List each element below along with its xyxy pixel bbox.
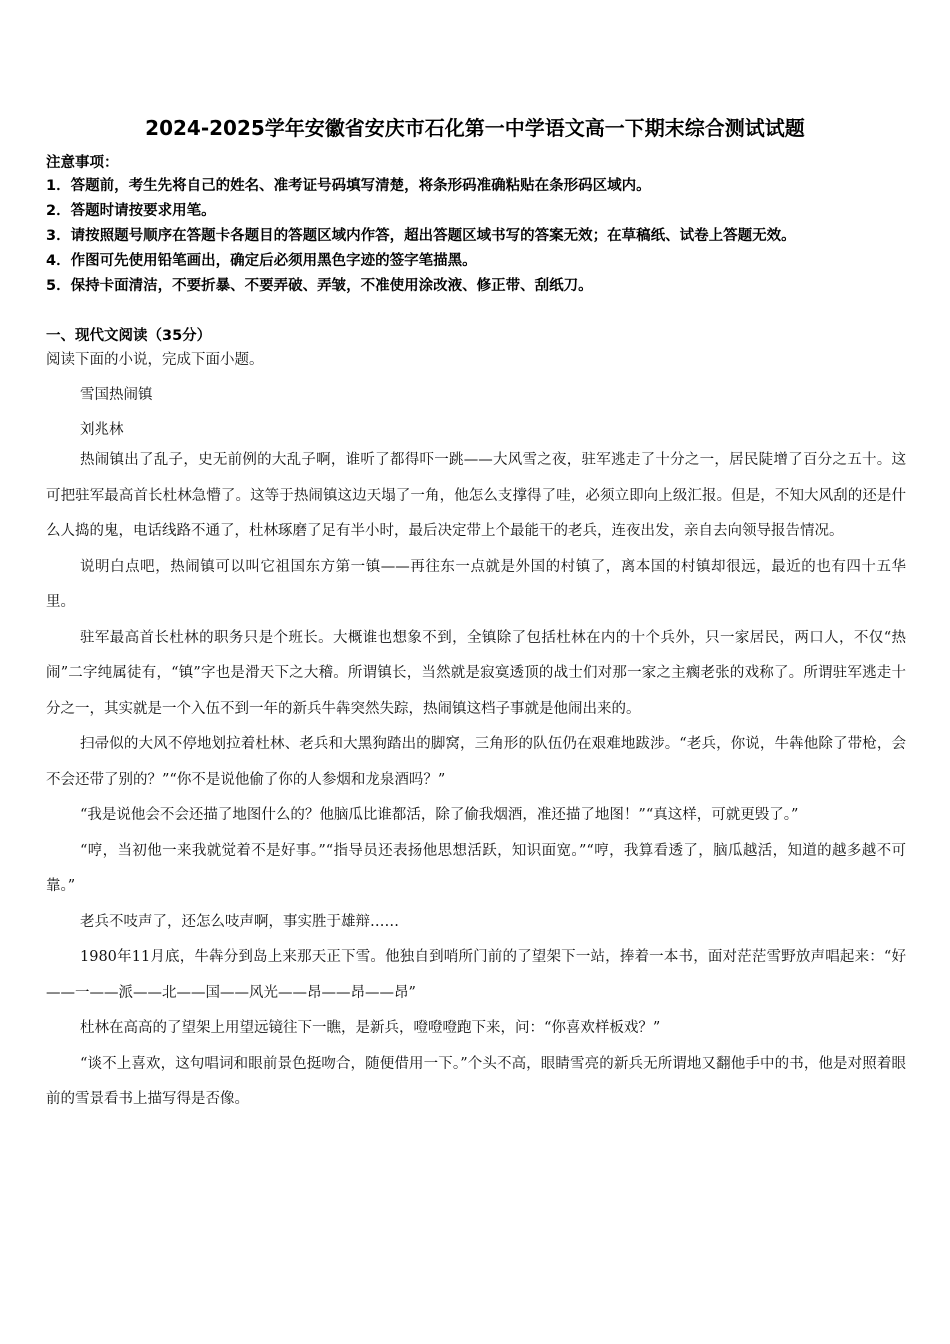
page-title: 2024-2025学年安徽省安庆市石化第一中学语文高一下期末综合测试试题	[145, 116, 805, 140]
story-paragraph: 1980年11月底，牛犇分到岛上来那天正下雪。他独自到哨所门前的了望架下一站，捧着一本书，面对茫茫雪野放声唱起来：“好——一——派——北——国——风光——昂——昂——昂”	[46, 949, 906, 1001]
story-paragraph: 老兵不吱声了，还怎么吱声啊，事实胜于雄辩……	[80, 913, 399, 930]
notice-item: 5．保持卡面清洁，不要折暴、不要弄破、弄皱，不准使用涂改液、修正带、刮纸刀。	[46, 278, 593, 294]
story-title: 雪国热闹镇	[80, 387, 153, 403]
notice-item: 1．答题前，考生先将自己的姓名、准考证号码填写清楚，将条形码准确粘贴在条形码区域内。	[46, 178, 651, 194]
notice-item: 4．作图可先使用铅笔画出，确定后必须用黑色字迹的签字笔描黑。	[46, 253, 477, 269]
story-paragraph: 驻军最高首长杜林的职务只是个班长。大概谁也想象不到，全镇除了包括杜林在内的十个兵外，只一家居民，两口人，不仅“热闹”二字纯属徒有，“镇”字也是滑天下之大稽。所谓镇长，当然就是寂寞透顶的战士们对那一家之主瘸老张的戏称了。所谓驻军逃走十分之一，其实就是一个入伍不到一年的新兵牛犇突然失踪，热闹镇这档子事就是他闹出来的。	[46, 629, 906, 717]
reading-instruction: 阅读下面的小说，完成下面小题。	[46, 352, 264, 368]
story-paragraph: 杜林在高高的了望架上用望远镜往下一瞧，是新兵，噔噔噔跑下来，问：“你喜欢样板戏？”	[80, 1020, 661, 1036]
notice-item: 3．请按照题号顺序在答题卡各题目的答题区域内作答，超出答题区域书写的答案无效；在草稿纸、试卷上答题无效。	[46, 228, 796, 244]
notice-item: 2．答题时请按要求用笔。	[46, 203, 216, 219]
notice-list	[46, 174, 916, 299]
story-author: 刘兆林	[80, 422, 124, 438]
story-paragraph: “谈不上喜欢，这句唱词和眼前景色挺吻合，随便借用一下。”个头不高，眼睛雪亮的新兵无所谓地又翻他手中的书，他是对照着眼前的雪景看书上描写得是否像。	[46, 1055, 906, 1107]
story-body	[46, 443, 906, 1118]
story-paragraph: 热闹镇出了乱子，史无前例的大乱子啊，谁听了都得吓一跳——大风雪之夜，驻军逃走了十分之一，居民陡增了百分之五十。这可把驻军最高首长杜林急懵了。这等于热闹镇这边天塌了一角，他怎么支撑得了哇，必须立即向上级汇报。但是，不知大风刮的还是什么人捣的鬼，电话线路不通了，杜林琢磨了足有半小时，最后决定带上个最能干的老兵，连夜出发，亲自去向领导报告情况。	[46, 452, 906, 539]
story-paragraph: 扫帚似的大风不停地划拉着杜林、老兵和大黑狗踏出的脚窝，三角形的队伍仍在艰难地跋涉。“老兵，你说，牛犇他除了带枪，会不会还带了别的？”“你不是说他偷了你的人参烟和龙泉酒吗？”	[46, 736, 906, 788]
story-paragraph: “我是说他会不会还描了地图什么的？他脑瓜比谁都活，除了偷我烟酒，准还描了地图！”“真这样，可就更毁了。”	[80, 807, 799, 823]
story-paragraph: 说明白点吧，热闹镇可以叫它祖国东方第一镇——再往东一点就是外国的村镇了，离本国的村镇却很远，最近的也有四十五华里。	[46, 558, 906, 610]
section-heading: 一、现代文阅读（35分）	[46, 328, 212, 344]
notice-heading: 注意事项：	[46, 155, 119, 171]
story-paragraph: “哼，当初他一来我就觉着不是好事。”“指导员还表扬他思想活跃，知识面宽。”“哼，我算看透了，脑瓜越活，知道的越多越不可靠。”	[46, 842, 906, 894]
